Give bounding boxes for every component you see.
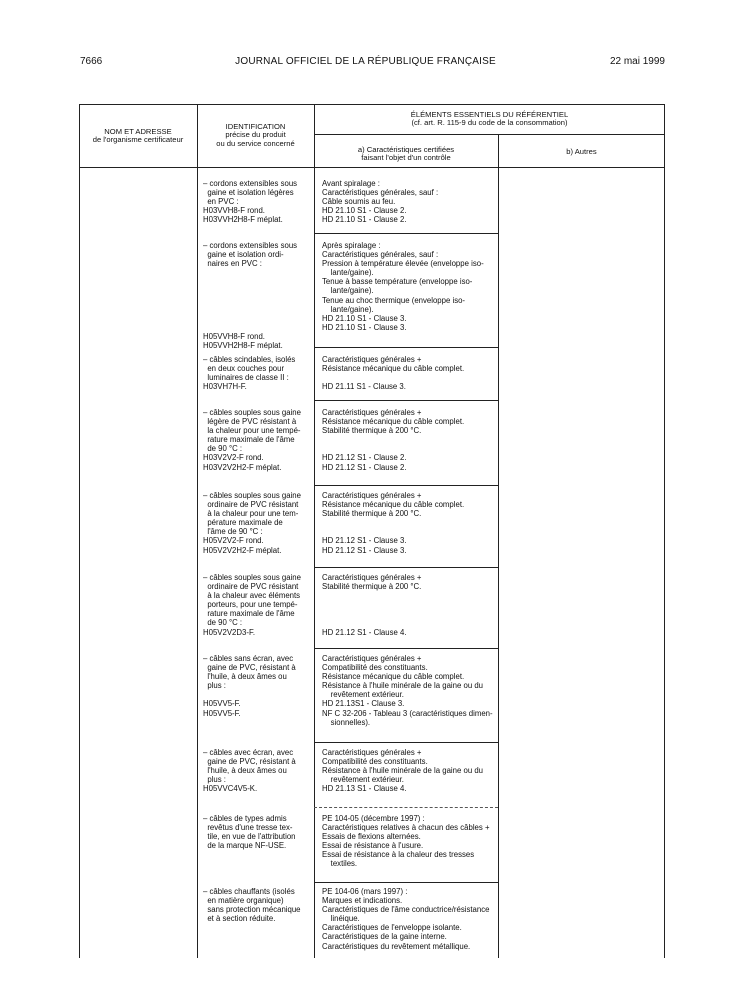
column-divider [498, 134, 499, 958]
row-identification: – câbles sans écran, avec gaine de PVC, résistant à l'huile, à deux âmes ou plus : H05VV5-F. H05VV5-F. [203, 654, 296, 718]
row-reference: Caractéristiques générales + Résistance mécanique du câble complet. Stabilité thermique à 200 °C. HD 21.12 S1 - Clause 2. HD 21.12 S1 - Clause 2. [322, 408, 465, 472]
row-identification: – câbles souples sous gaine légère de PVC résistant à la chaleur pour une tempé- rature maximale de l'âme de 90 °C : H03V2V2-F rond. H03V2V2H2-F méplat. [203, 408, 301, 472]
row-identification: – cordons extensibles sous gaine et isolation légères en PVC : H03VVH8-F rond. H03VVH2H8-F méplat. [203, 179, 298, 225]
column-header-a: a) Caractéristiques certifiées faisant l'objet d'un contrôle [357, 145, 455, 163]
row-reference: Caractéristiques générales + Compatibilité des constituants. Résistance à l'huile minérale de la gaine ou du revêtement extérieur. HD 21.13 S1 - Clause 4. [322, 748, 483, 794]
row-reference: Après spiralage : Caractéristiques générales, sauf : Pression à température élevée (enveloppe iso- lante/gaine). Tenue à basse température (enveloppe iso- lante/gaine). Tenue au choc thermique (enveloppe iso- lante/gaine). HD 21.10 S1 - Clause 3. HD 21.10 S1 - Clause 3. [322, 241, 484, 332]
row-identification: – câbles chauffants (isolés en matière organique) sans protection mécanique et à section réduite. [203, 887, 301, 924]
table-top-border [79, 104, 665, 105]
row-reference: PE 104-05 (décembre 1997) : Caractéristiques relatives à chacun des câbles + Essais de flexions alternées. Essai de résistance à l'usure. Essai de résistance à la chaleur des tresses textiles. [322, 814, 490, 869]
row-identification: – câbles souples sous gaine ordinaire de PVC résistant à la chaleur pour une tem- pérature maximale de l'âme de 90 °C : H05V2V2-F rond. H05V2V2H2-F méplat. [203, 491, 301, 555]
row-separator [314, 648, 498, 649]
row-identification: – câbles souples sous gaine ordinaire de PVC résistant à la chaleur avec éléments porteurs, pour une tempé- rature maximale de l'âme de 90 °C : H05V2V2D3-F. [203, 573, 301, 637]
page-number: 7666 [80, 56, 103, 67]
row-reference: Caractéristiques générales + Résistance mécanique du câble complet. Stabilité thermique à 200 °C. HD 21.12 S1 - Clause 3. HD 21.12 S1 - Clause 3. [322, 491, 465, 555]
row-separator [314, 882, 498, 883]
column-header-identification: IDENTIFICATION précise du produit ou du service concerné [216, 122, 295, 148]
row-separator [314, 485, 498, 486]
journal-title: JOURNAL OFFICIEL DE LA RÉPUBLIQUE FRANÇAISE [235, 56, 496, 67]
row-reference: Caractéristiques générales + Stabilité thermique à 200 °C. HD 21.12 S1 - Clause 4. [322, 573, 422, 637]
row-reference: Avant spiralage : Caractéristiques générales, sauf : Câble soumis au feu. HD 21.10 S1 - Clause 2. HD 21.10 S1 - Clause 2. [322, 179, 439, 225]
row-separator [314, 347, 498, 348]
row-separator [314, 567, 498, 568]
row-separator [314, 807, 498, 808]
row-separator [314, 400, 498, 401]
row-identification: – câbles de types admis revêtus d'une tresse tex- tile, en vue de l'attribution de la marque NF-USE. [203, 814, 296, 851]
row-reference: PE 104-06 (mars 1997) : Marques et indications. Caractéristiques de l'âme conductrice/résistance linéique. Caractéristiques de l'enveloppe isolante. Caractéristiques de la gaine interne. Caractéristiques du revêtement métallique. [322, 887, 490, 951]
row-separator [314, 742, 498, 743]
column-header-nom: NOM ET ADRESSE de l'organisme certificateur [92, 127, 184, 145]
table-header-border [79, 167, 665, 168]
column-header-elements: ÉLÉMENTS ESSENTIELS DU RÉFÉRENTIEL (cf. art. R. 115-9 du code de la consommation) [410, 110, 569, 128]
column-header-b: b) Autres [566, 147, 597, 156]
issue-date: 22 mai 1999 [609, 56, 665, 67]
row-identification: – cordons extensibles sous gaine et isolation ordi- naires en PVC : H05VVH8-F rond. H05VVH2H8-F méplat. [203, 241, 298, 351]
row-reference: Caractéristiques générales + Résistance mécanique du câble complet. HD 21.11 S1 - Clause 3. [322, 355, 465, 392]
row-separator [314, 233, 498, 234]
row-reference: Caractéristiques générales + Compatibilité des constituants. Résistance mécanique du câble complet. Résistance à l'huile minérale de la gaine ou du revêtement extérieur. HD 21.13S1 - Clause 3. NF C 32-206 - Tableau 3 (caractéristiques dimen- sionnelles). [322, 654, 493, 727]
header-subdivider [314, 134, 665, 135]
row-identification: – câbles avec écran, avec gaine de PVC, résistant à l'huile, à deux âmes ou plus : H05VVC4V5-K. [203, 748, 296, 794]
row-identification: – câbles scindables, isolés en deux couches pour luminaires de classe II : H03VH7H-F. [203, 355, 296, 392]
column-divider [197, 104, 198, 958]
